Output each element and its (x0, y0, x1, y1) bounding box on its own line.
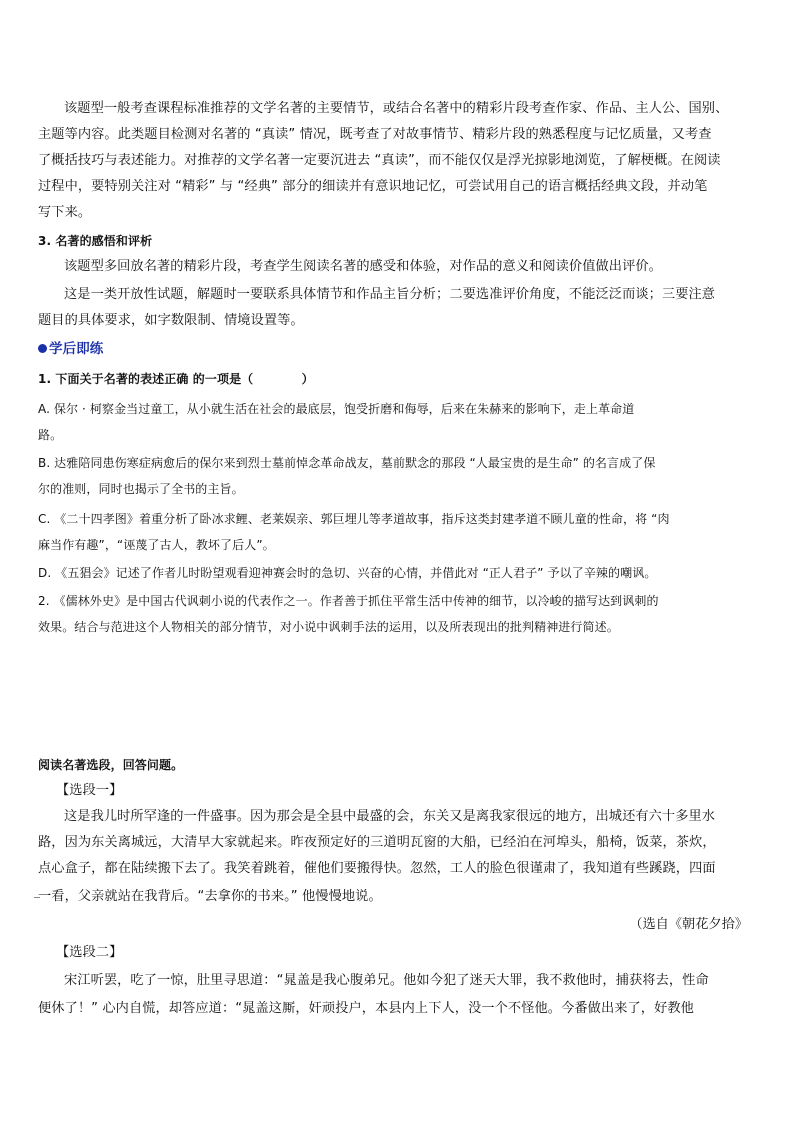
intro-p2: 该题型多回放名著的精彩片段，考查学生阅读名著的感受和体验，对作品的意义和阅读价值做出评价。 (64, 259, 662, 274)
intro-line-1: 该题型一般考查课程标准推荐的文学名著的主要情节，或结合名著中的精彩片段考查作家、作品、主人公、国别、 (64, 101, 729, 116)
selection-1-source: （选自《朝花夕拾》 (629, 917, 748, 932)
intro-p3-line-1: 这是一类开放性试题，解题时一要联系具体情节和作品主旨分析；二要选准评价角度，不能泛泛而谈；三要注意 (64, 287, 716, 302)
option-a-line-2: 路。 (38, 428, 63, 442)
reading-heading: 阅读名著选段，回答问题。 (38, 758, 184, 772)
question-2-line-1: 2. 《儒林外史》是中国古代讽刺小说的代表作之一。作者善于抓住平常生活中传神的细节，以冷峻的描写达到讽刺的 (38, 594, 659, 608)
option-d-line-1: D. 《五猖会》记述了作者儿时盼望观看迎神赛会时的急切、兴奋的心情，并借此对 “正人君子” 予以了辛辣的嘲讽。 (38, 566, 657, 580)
practice-heading-text: 学后即练 (49, 341, 104, 357)
selection-2-label: 【选段二】 (56, 945, 123, 960)
selection-1-line-2: 路，因为东关离城远，大清早大家就起来。昨夜预定好的三道明瓦窗的大船，已经泊在河埠头，船椅，饭菜，茶炊， (38, 835, 716, 850)
selection-1-line-3: 点心盒子，都在陆续搬下去了。我笑着跳着，催他们要搬得快。忽然，工人的脸色很谨肃了，我知道有些蹊跷，四面 (38, 861, 716, 876)
option-b-line-1: B. 达雅陪同患伤寒症病愈后的保尔来到烈士墓前悼念革命战友，墓前默念的那段 “人最宝贵的是生命” 的名言成了保 (38, 456, 656, 470)
bullet-icon (38, 344, 47, 353)
intro-p3-line-2: 题目的具体要求，如字数限制、情境设置等。 (38, 313, 304, 328)
question-1-stem: 1. 下面关于名著的表述正确 的一项是（ ） (38, 372, 314, 386)
practice-heading (38, 336, 758, 362)
intro-line-3: 了概括技巧与表述能力。对推荐的文学名著一定要沉进去 “真读”，而不能仅仅是浮光掠影地浏览，了解梗概。在阅读 (38, 153, 721, 168)
selection-1-line-4: 一看，父亲就站在我背后。“去拿你的书来。” 他慢慢地说。 (38, 889, 382, 904)
selection-1-label: 【选段一】 (56, 783, 123, 798)
selection-2-line-1: 宋江听罢，吃了一惊，肚里寻思道：“晁盖是我心腹弟兄。他如今犯了迷天大罪，我不救他时，捕获将去，性命 (64, 973, 709, 988)
intro-line-2: 主题等内容。此类题目检测对名著的 “真读” 情况，既考查了对故事情节、精彩片段的熟悉程度与记忆质量，又考查 (38, 127, 712, 142)
question-2-line-2: 效果。结合与范进这个人物相关的部分情节，对小说中讽刺手法的运用，以及所表现出的批判精神进行简述。 (38, 620, 619, 634)
option-a-line-1: A. 保尔 · 柯察金当过童工，从小就生活在社会的最底层，饱受折磨和侮辱，后来在朱赫来的影响下，走上革命道 (38, 402, 635, 416)
option-c-line-2: 麻当作有趣”，“诬蔑了古人，教坏了后人”。 (38, 538, 275, 552)
option-c-line-1: C. 《二十四孝图》着重分析了卧冰求鲤、老莱娱亲、郭巨埋儿等孝道故事，指斥这类封建孝道不顾儿童的性命，将 “肉 (38, 512, 670, 526)
selection-1-line-1: 这是我儿时所罕逢的一件盛事。因为那会是全县中最盛的会，东关又是离我家很远的地方，出城还有六十多里水 (64, 809, 716, 824)
intro-line-5: 写下来。 (38, 205, 92, 220)
option-b-line-2: 尔的准则，同时也揭示了全书的主旨。 (38, 482, 244, 496)
selection-2-line-2: 便休了！” 心内自慌，却答应道：“晁盖这厮，奸顽投户，本县内上下人，没一个不怪他。今番做出来了，好教他 (38, 1001, 694, 1016)
section-heading-3: 3. 名著的感悟和评析 (38, 234, 153, 248)
intro-line-4: 过程中，要特别关注对 “精彩” 与 “经典” 部分的细读并有意识地记忆，可尝试用自己的语言概括经典文段，并动笔 (38, 179, 708, 194)
